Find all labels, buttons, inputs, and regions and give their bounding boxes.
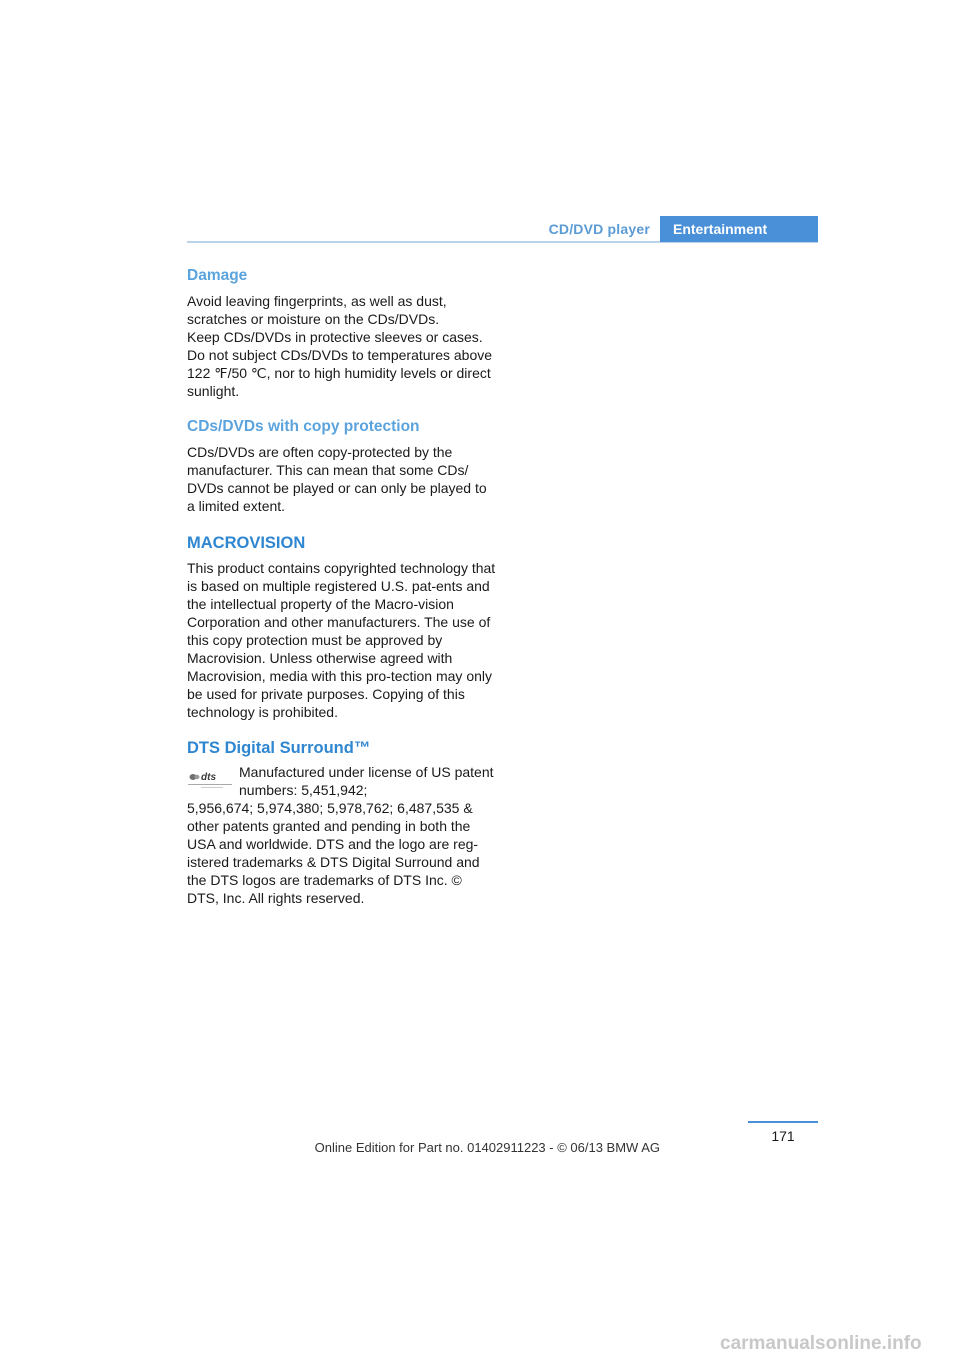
heading-damage: Damage xyxy=(187,267,248,284)
damage-paragraph-3: Do not subject CDs/DVDs to temperatures above 122 ℉/50 ℃, nor to high humidity levels or direct sunlight. xyxy=(187,347,493,399)
heading-dts: DTS Digital Surround™ xyxy=(187,739,371,757)
page-number: 171 xyxy=(771,1128,795,1144)
dts-block xyxy=(187,763,497,907)
footer-edition-text: Online Edition for Part no. 01402911223 - © 06/13 BMW AG xyxy=(314,1140,660,1155)
macrovision-paragraph: This product contains copyrighted technology that is based on multiple registered U.S. pat-ents and the intellectual property of the Macro-vision Corporation and other manufacturers. The use of this copy protection must be approved by Macrovision. Unless otherwise agreed with Macrovision, media with this pro-tection may only be used for private purposes. Copying of this technology is prohibited. xyxy=(187,560,496,720)
copy-protection-paragraph: CDs/DVDs are often copy-protected by the manufacturer. This can mean that some CDs/ DVDs cannot be played or can only be played to a limited extent. xyxy=(187,444,487,514)
dts-paragraph-rest: 5,956,674; 5,974,380; 5,978,762; 6,487,535 & other patents granted and pending in both the USA and worldwide. DTS and the logo are reg-istered trademarks & DTS Digital Surround and the DTS logos are trademarks of DTS Inc. © DTS, Inc. All rights reserved. xyxy=(187,800,480,906)
header-chapter-tab: Entertainment xyxy=(660,216,818,242)
damage-paragraph-2: Keep CDs/DVDs in protective sleeves or cases. xyxy=(187,329,483,345)
dts-paragraph-indent: Manufactured under license of US patent numbers: 5,451,942; xyxy=(239,764,494,798)
page-content xyxy=(187,266,497,907)
footer-rule xyxy=(748,1121,818,1123)
damage-paragraph-1: Avoid leaving fingerprints, as well as dust, scratches or moisture on the CDs/DVDs. xyxy=(187,293,447,327)
heading-macrovision: MACROVISION xyxy=(187,534,306,552)
dts-logo-wordmark: dts xyxy=(201,772,216,783)
heading-copy-protection: CDs/DVDs with copy protection xyxy=(187,418,420,435)
header-section-title: CD/DVD player xyxy=(548,221,650,237)
watermark-text: carmanualsonline.info xyxy=(720,1333,922,1354)
dts-logo-icon xyxy=(187,769,233,793)
